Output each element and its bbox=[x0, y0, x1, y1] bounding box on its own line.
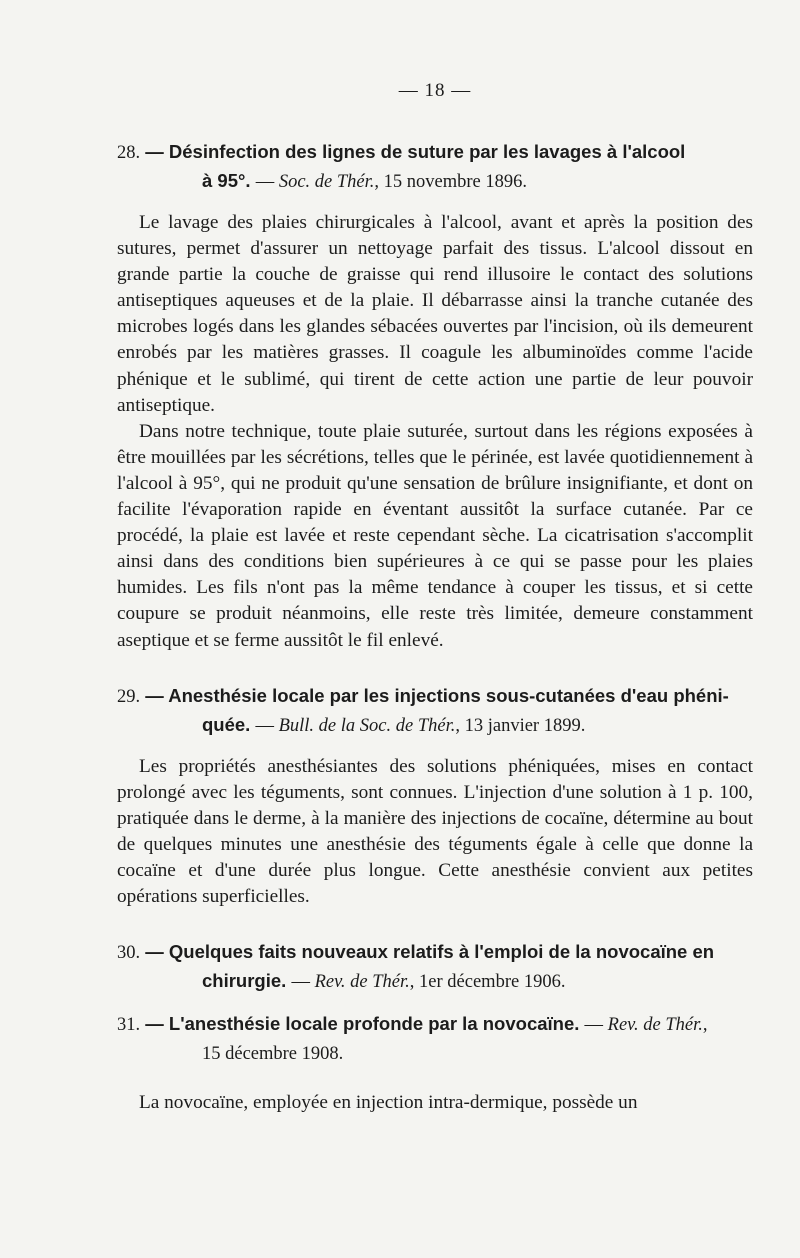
entry-title-line-2 bbox=[117, 1039, 753, 1068]
source-journal: Bull. de la Soc. de Thér. bbox=[278, 715, 456, 736]
entry-number: 29. bbox=[117, 686, 141, 707]
source-date: 1er décembre 1906. bbox=[419, 972, 566, 993]
entry-title-text: — Quelques faits nouveaux relatifs à l'emploi de la novocaïne en bbox=[145, 941, 715, 963]
entry-title-text: — Anesthésie locale par les injections sous-cutanées d'eau phéni- bbox=[145, 684, 729, 706]
source-date: 13 janvier 1899. bbox=[464, 715, 586, 736]
entry-title bbox=[117, 938, 753, 967]
entry-title-text: — Désinfection des lignes de suture par les lavages à l'alcool bbox=[145, 141, 686, 162]
source-journal: Rev. de Thér. bbox=[607, 1015, 703, 1036]
page-number: — 18 — bbox=[398, 80, 472, 101]
source-journal: Rev. de Thér. bbox=[314, 972, 410, 993]
paragraph: Les propriétés anesthésiantes des solutions phéniquées, mises en contact prolongé avec les téguments, sont connues. L'injection d'une solution à 1 p. 100, pratiquée dans le derme, à la manière des injections de cocaïne, détermine au bout de quelques minutes une anesthésie des téguments égale à celle que donne la cocaïne et d'une durée plus longue. Cette anesthésie convient aux petites opérations superficielles. bbox=[117, 755, 753, 908]
entry-title-text-cont: à 95°. bbox=[202, 170, 251, 191]
page-content bbox=[117, 138, 753, 1116]
entry-title bbox=[117, 682, 753, 711]
entry-title: 31. — L'anesthésie locale profonde par la novocaïne. — Rev. de Thér., bbox=[117, 1013, 708, 1036]
entry-title-text: — L'anesthésie locale profonde par la novocaïne. bbox=[145, 1013, 580, 1035]
entry-number: 30. bbox=[117, 943, 141, 964]
entry-number: 28. bbox=[117, 143, 141, 163]
source-journal: Soc. de Thér. bbox=[278, 172, 375, 192]
entry-title-line-2: à 95°. — Soc. de Thér., 15 novembre 1896. bbox=[202, 170, 527, 192]
paragraph: Le lavage des plaies chirurgicales à l'alcool, avant et après la position des sutures, permet d'assurer un nettoyage parfait des tissus. L'alcool dissout en grande partie la couche de graisse qui rend illusoire le contact des solutions antiseptiques aqueuses et de la plaie. Il débarrasse ainsi la tranche cutanée des microbes logés dans les glandes sébacées ouvertes par l'incision, où ils demeurent enrobés par les matières grasses. Il coagule les albuminoïdes comme l'acide phénique et le sublimé, qui tirent de cette action une partie de leur pouvoir antiseptique. bbox=[117, 212, 753, 416]
entry-28 bbox=[117, 138, 753, 654]
entry-title-text-cont: quée. bbox=[202, 713, 251, 735]
entry-31 bbox=[117, 1010, 753, 1116]
entry-title-line-2: quée. — Bull. de la Soc. de Thér., 13 janvier 1899. bbox=[202, 713, 586, 736]
entry-title-text-cont: chirurgie. bbox=[202, 970, 287, 992]
entry-30 bbox=[117, 938, 753, 996]
paragraph: Dans notre technique, toute plaie suturée, surtout dans les régions exposées à être mouillées par les sécrétions, telles que le périnée, est lavée quotidiennement à l'alcool à 95°, qui ne produit qu'une sensation de brûlure insignifiante, et dont on facilite l'évaporation rapide en éventant aussitôt la surface cutanée. Par ce procédé, la plaie est lavée et reste cependant sèche. La cicatrisation s'accomplit ainsi dans des conditions bien supérieures à ce qui se passe pour les plaies humides. Les fils n'ont pas la même tendance à couper les tissus, et si cette coupure se produit néanmoins, elle reste très limitée, demeure constamment aseptique et se ferme aussitôt le fil enlevé. bbox=[117, 420, 753, 651]
entry-number: 31. bbox=[117, 1015, 141, 1036]
source-date: 15 novembre 1896. bbox=[383, 172, 527, 192]
entry-29 bbox=[117, 682, 753, 911]
source-date: 15 décembre 1908. bbox=[202, 1044, 344, 1065]
paragraph: La novocaïne, employée en injection intra-dermique, possède un bbox=[139, 1092, 638, 1114]
entry-title-line-2: chirurgie. — Rev. de Thér., 1er décembre 1906. bbox=[202, 970, 566, 993]
entry-title bbox=[117, 138, 753, 167]
